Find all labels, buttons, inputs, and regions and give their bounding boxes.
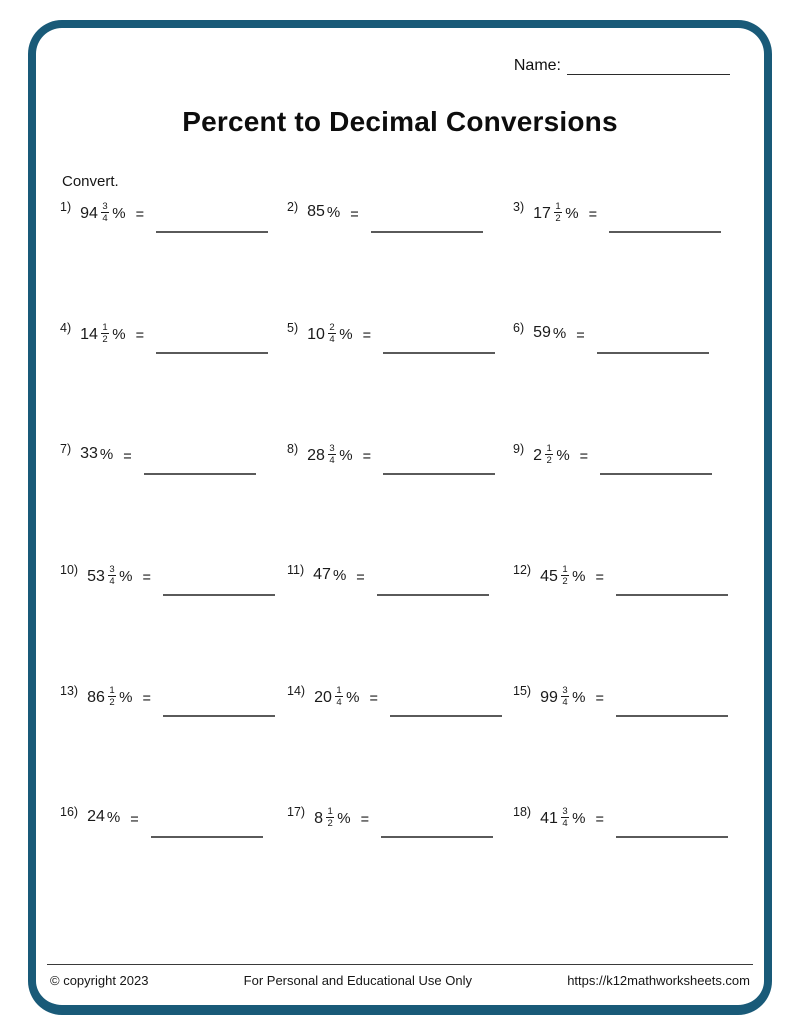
percent-sign: % [119,568,133,586]
problem-number: 15) [513,684,532,698]
fraction-numerator: 1 [109,685,115,696]
problem-whole-number: 59 [533,324,551,341]
problem-number: 7) [60,442,72,456]
fraction-denominator: 4 [109,575,115,587]
equals-sign: = [135,328,145,344]
percent-sign: % [119,689,133,707]
fraction-denominator: 4 [562,817,568,829]
answer-blank [156,352,268,354]
problem-number: 14) [287,684,306,698]
problem-number: 1) [60,200,72,214]
equals-sign: = [356,570,365,586]
problem-whole-number: 85 [307,203,325,220]
percent-sign: % [337,810,351,828]
problem-expression [540,560,585,588]
problem-expression [540,681,585,709]
problem-item [513,681,738,802]
answer-blank [616,594,728,596]
problem-whole-number: 28 [307,446,325,464]
percent-sign: % [552,324,567,342]
answer-blank [156,231,268,233]
fraction-numerator: 3 [329,443,335,454]
fraction-numerator: 1 [546,443,552,454]
answer-blank [371,231,483,233]
problem-fraction [545,444,553,466]
equals-sign: = [595,691,604,707]
percent-sign: % [332,566,347,584]
problem-fraction [108,565,116,587]
equals-sign: = [588,207,598,223]
name-label: Name: [513,57,561,74]
percent-sign: % [326,203,341,221]
fraction-denominator: 4 [336,696,342,708]
fraction-denominator: 2 [546,454,552,466]
problem-expression [314,802,351,830]
equals-sign: = [579,449,589,465]
problem-whole-number: 86 [87,688,105,706]
fraction-denominator: 2 [327,817,333,829]
problem-expression [87,560,132,588]
equals-sign: = [362,449,372,465]
equals-sign: = [595,570,604,586]
fraction-numerator: 2 [329,322,335,333]
problem-fraction [561,807,569,829]
page-title: Percent to Decimal Conversions [182,106,618,137]
problem-fraction [561,565,569,587]
answer-blank [616,836,728,838]
problem-whole-number: 53 [87,567,105,585]
percent-sign: % [339,447,353,465]
problem-whole-number: 33 [80,445,98,462]
fraction-denominator: 2 [555,212,561,224]
problem-item [513,197,738,318]
fraction-numerator: 3 [109,564,115,575]
problem-expression [307,439,352,467]
problem-item [287,439,513,560]
fraction-numerator: 1 [555,201,561,212]
problem-expression [533,318,566,342]
problem-item [513,439,738,560]
problem-number: 18) [513,805,532,819]
problems-grid [60,197,738,923]
problem-fraction [108,686,116,708]
equals-sign: = [142,691,151,707]
footer-website-url: https://k12mathworksheets.com [567,973,750,988]
answer-blank [383,473,495,475]
problem-number: 4) [60,321,72,335]
problem-number: 5) [287,321,299,335]
problem-whole-number: 41 [540,809,558,827]
problem-item [513,318,738,439]
percent-sign: % [339,326,353,344]
problem-number: 16) [60,805,79,819]
problem-expression [87,681,132,709]
footer-divider [47,964,753,965]
fraction-denominator: 4 [329,333,335,345]
problem-fraction [101,202,109,224]
answer-blank [383,352,495,354]
problem-number: 13) [60,684,79,698]
fraction-denominator: 4 [329,454,335,466]
equals-sign: = [595,812,604,828]
problem-item [287,560,513,681]
percent-sign: % [565,205,579,223]
percent-sign: % [99,445,114,463]
fraction-denominator: 2 [102,333,108,345]
problem-whole-number: 17 [533,204,551,222]
equals-sign: = [123,449,132,465]
equals-sign: = [362,328,372,344]
problem-expression [540,802,585,830]
problem-fraction [326,807,334,829]
problem-whole-number: 14 [80,325,98,343]
problem-whole-number: 94 [80,204,98,222]
fraction-numerator: 1 [102,322,108,333]
problem-item [287,197,513,318]
problem-expression [533,197,578,225]
answer-blank [616,715,728,717]
problem-number: 9) [513,442,525,456]
footer-copyright: © copyright 2023 [50,973,149,988]
fraction-denominator: 2 [109,696,115,708]
fraction-numerator: 1 [327,806,333,817]
percent-sign: % [112,205,126,223]
problem-number: 12) [513,563,532,577]
problem-number: 6) [513,321,525,335]
problem-expression [533,439,570,467]
problem-item [287,318,513,439]
equals-sign: = [350,207,359,223]
problem-item [287,802,513,923]
percent-sign: % [572,689,586,707]
problem-fraction [101,323,109,345]
fraction-denominator: 2 [562,575,568,587]
problem-number: 8) [287,442,299,456]
problem-fraction [328,444,336,466]
problem-number: 11) [287,563,305,577]
answer-blank [377,594,489,596]
problem-fraction [335,686,343,708]
fraction-numerator: 3 [102,201,108,212]
problem-item [60,318,287,439]
answer-blank [600,473,712,475]
equals-sign: = [135,207,145,223]
percent-sign: % [556,447,570,465]
fraction-numerator: 3 [562,806,568,817]
problem-expression [307,318,352,346]
problem-whole-number: 10 [307,325,325,343]
problem-item [287,681,513,802]
answer-blank [597,352,709,354]
worksheet-frame [28,20,772,1015]
problem-whole-number: 45 [540,567,558,585]
problem-item [60,802,287,923]
percent-sign: % [572,810,586,828]
footer [36,973,764,988]
answer-blank [163,715,275,717]
problem-whole-number: 20 [314,688,332,706]
equals-sign: = [369,691,378,707]
problem-whole-number: 47 [313,566,331,583]
problem-expression [313,560,346,584]
problem-item [60,197,287,318]
problem-whole-number: 99 [540,688,558,706]
problem-item [60,560,287,681]
problem-item [513,802,738,923]
equals-sign: = [130,812,139,828]
problem-item [60,681,287,802]
answer-blank [163,594,275,596]
problem-fraction [328,323,336,345]
percent-sign: % [106,808,121,826]
problem-expression [87,802,120,826]
equals-sign: = [142,570,151,586]
percent-sign: % [346,689,360,707]
problem-expression [80,318,125,346]
instruction-text: Convert. [62,173,119,190]
problem-fraction [561,686,569,708]
answer-blank [381,836,493,838]
fraction-numerator: 3 [562,685,568,696]
problem-item [513,560,738,681]
footer-usage-note: For Personal and Educational Use Only [243,973,473,988]
problem-item [60,439,287,560]
answer-blank [390,715,502,717]
fraction-numerator: 1 [562,564,568,575]
answer-blank [151,836,263,838]
problem-number: 3) [513,200,525,214]
fraction-numerator: 1 [336,685,342,696]
name-blank-line [567,58,730,75]
percent-sign: % [572,568,586,586]
equals-sign: = [576,328,585,344]
problem-number: 17) [287,805,306,819]
problem-number: 2) [287,200,299,214]
problem-expression [314,681,359,709]
name-row [514,58,730,75]
percent-sign: % [112,326,126,344]
fraction-denominator: 4 [102,212,108,224]
problem-fraction [554,202,562,224]
problem-whole-number: 2 [533,446,543,464]
equals-sign: = [360,812,370,828]
answer-blank [144,473,256,475]
problem-expression [307,197,340,221]
problem-whole-number: 24 [87,808,105,825]
problem-number: 10) [60,563,79,577]
fraction-denominator: 4 [562,696,568,708]
problem-expression [80,197,125,225]
problem-expression [80,439,113,463]
problem-whole-number: 8 [314,809,323,827]
answer-blank [609,231,721,233]
